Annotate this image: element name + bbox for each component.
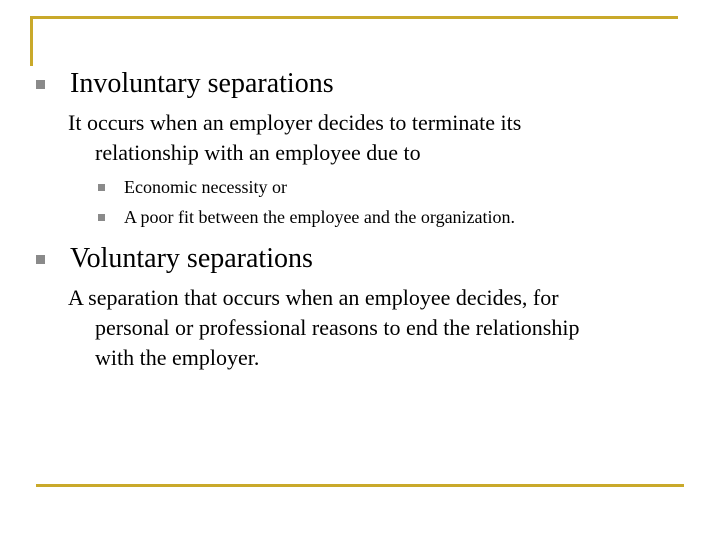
square-bullet-icon	[36, 80, 45, 89]
heading-involuntary-separations: Involuntary separations	[70, 68, 334, 99]
square-bullet-icon	[98, 214, 105, 221]
subitem-economic-necessity: Economic necessity or	[124, 177, 287, 197]
voluntary-description	[68, 283, 688, 373]
involuntary-description	[68, 108, 688, 168]
description-line: A separation that occurs when an employee decides, for	[68, 285, 559, 310]
description-line: with the employer.	[95, 345, 260, 370]
square-bullet-icon	[36, 255, 45, 264]
frame-top-rule	[30, 16, 678, 19]
description-line: personal or professional reasons to end the relationship	[95, 315, 580, 340]
frame-left-rule	[30, 16, 33, 66]
description-line: It occurs when an employer decides to terminate its	[68, 110, 522, 135]
square-bullet-icon	[98, 184, 105, 191]
description-line: relationship with an employee due to	[95, 140, 421, 165]
subitem-poor-fit: A poor fit between the employee and the organization.	[124, 207, 516, 227]
heading-voluntary-separations: Voluntary separations	[70, 243, 313, 274]
frame-bottom-rule	[36, 484, 684, 487]
